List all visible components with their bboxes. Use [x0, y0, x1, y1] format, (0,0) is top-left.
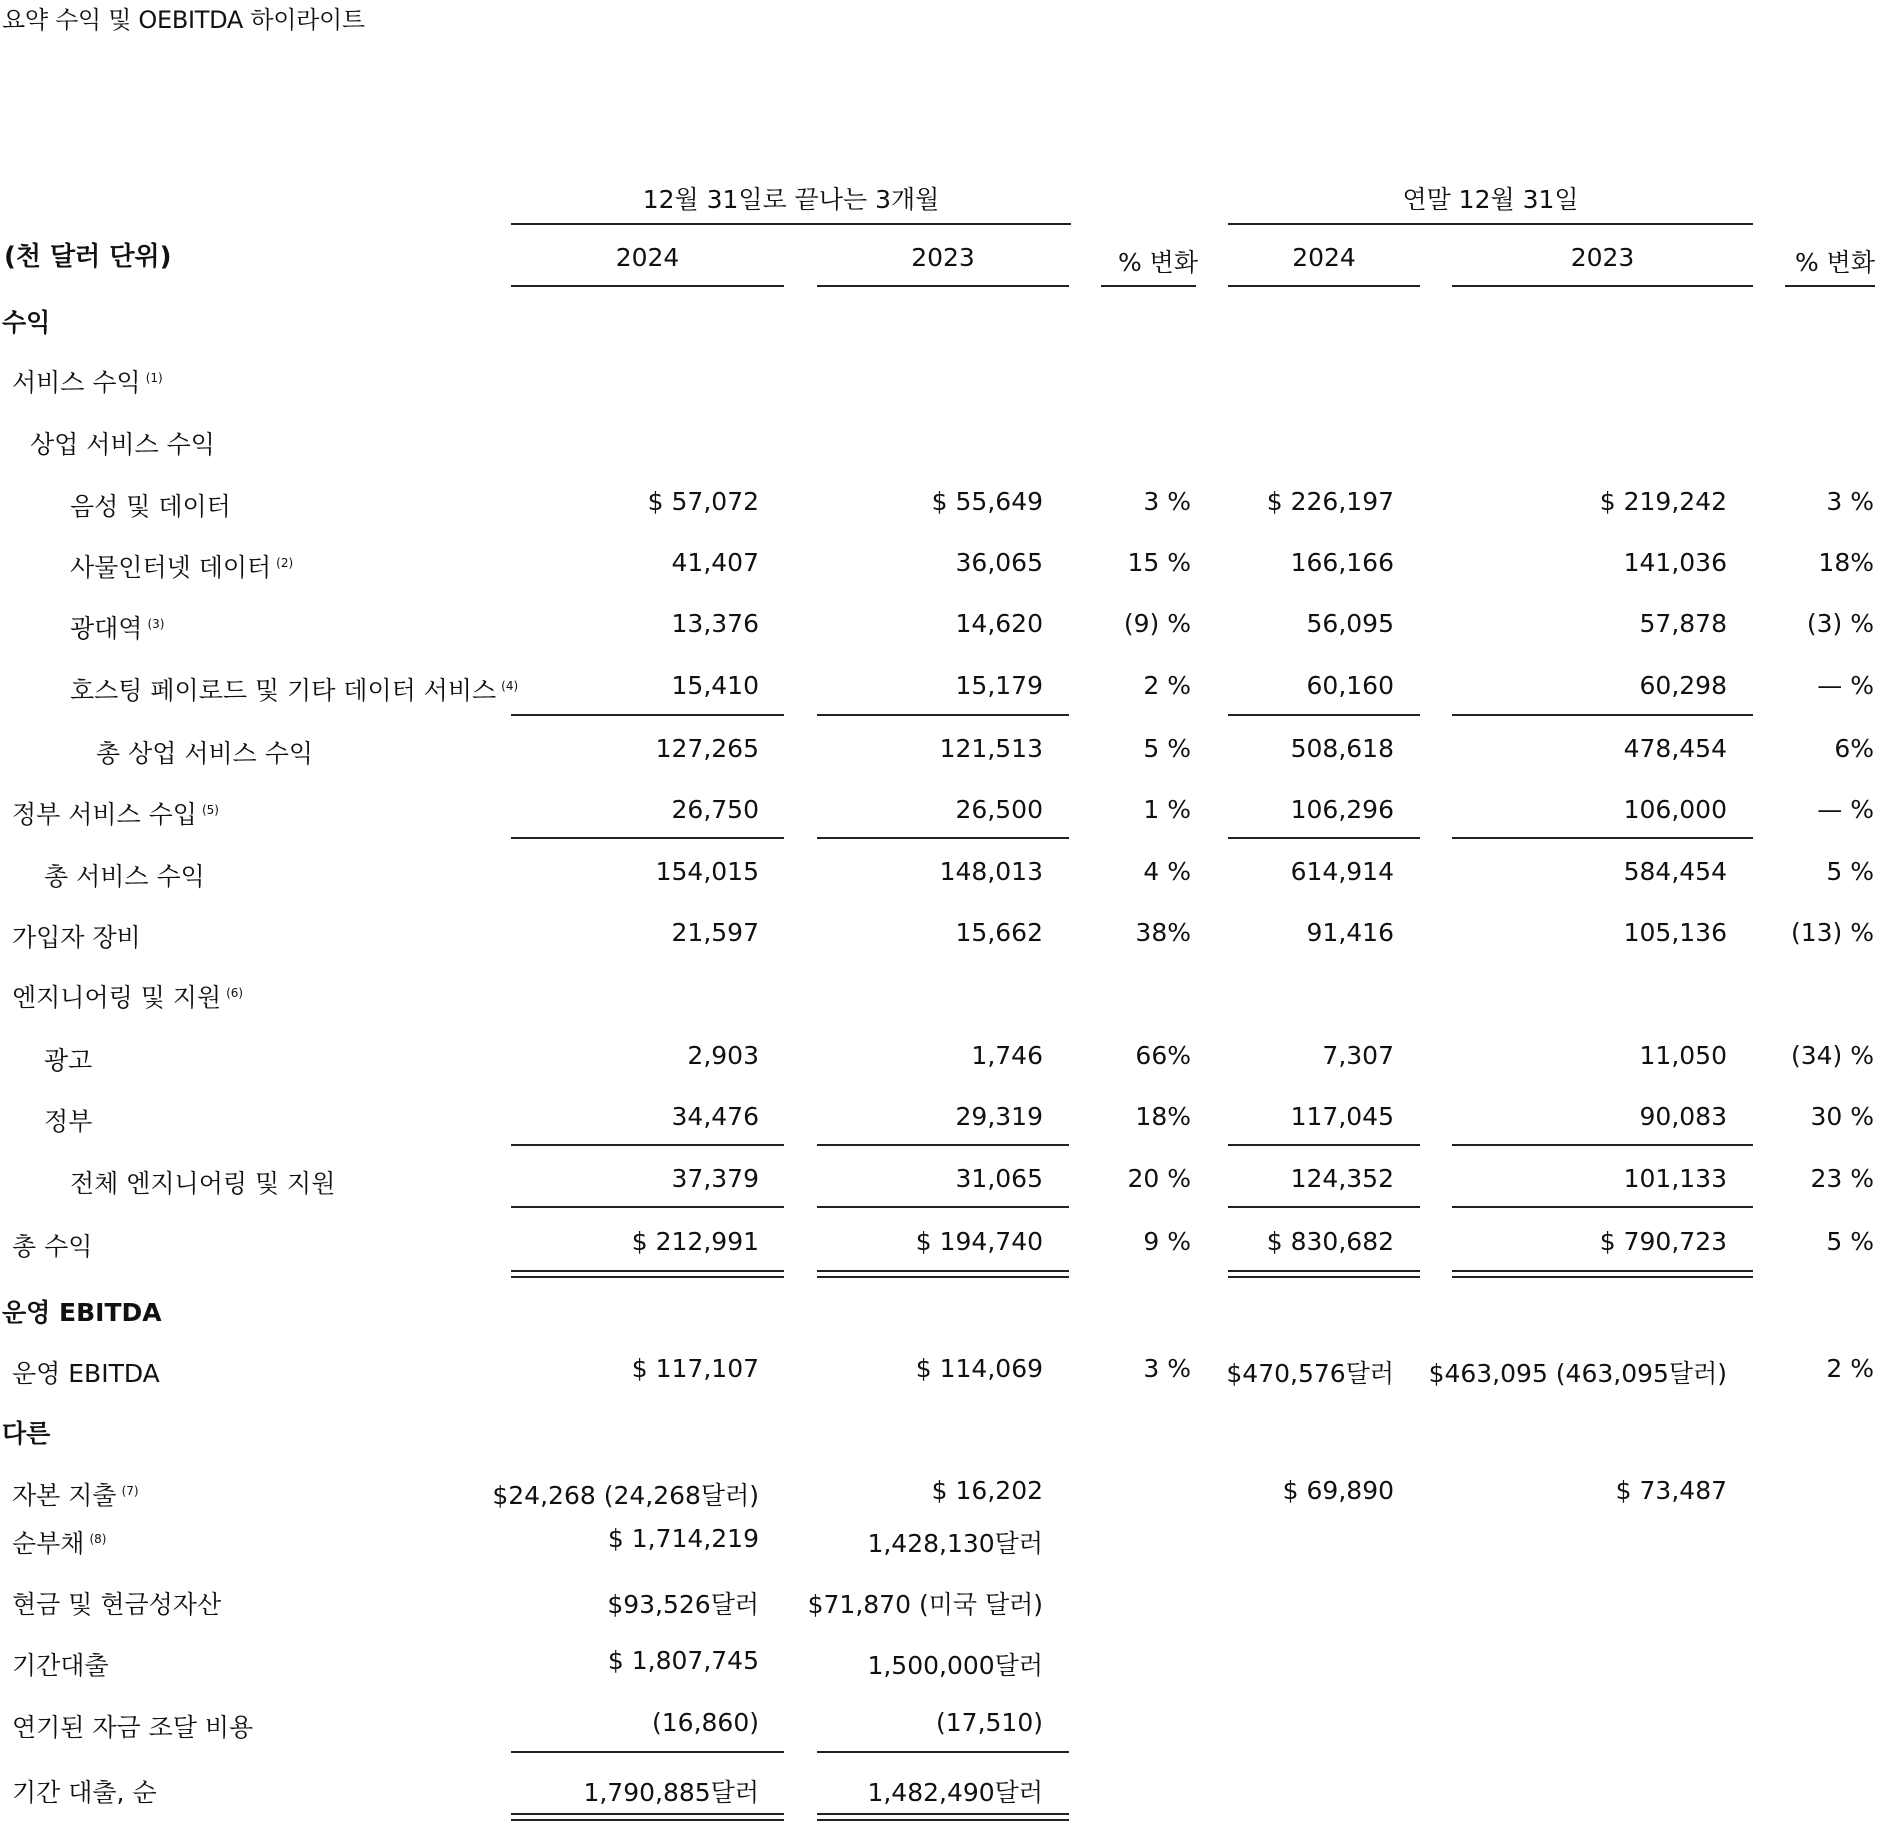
- table-cell: 9 %: [1143, 1227, 1191, 1256]
- row-label: [12, 795, 219, 831]
- table-cell: 91,416: [1306, 918, 1394, 947]
- table-cell: 1,482,490달러: [867, 1778, 1043, 1807]
- row-label-text: 정부: [44, 1107, 93, 1136]
- row-label-text: 운영 EBITDA: [2, 1298, 162, 1327]
- header-group-three-months: 12월 31일로 끝나는 3개월: [642, 185, 940, 214]
- table-cell: 38%: [1135, 918, 1191, 947]
- column-header: 2024: [615, 243, 680, 272]
- row-label: [12, 1585, 221, 1621]
- table-cell: 614,914: [1290, 857, 1394, 886]
- table-cell: — %: [1817, 671, 1874, 700]
- table-cell: $ 69,890: [1282, 1476, 1394, 1505]
- table-cell: 37,379: [671, 1164, 759, 1193]
- table-cell: 26,750: [671, 795, 759, 824]
- table-cell: 34,476: [671, 1102, 759, 1131]
- table-cell: $ 1,807,745: [607, 1646, 759, 1675]
- page-title: 요약 수익 및 OEBITDA 하이라이트: [2, 6, 365, 34]
- table-cell: 5 %: [1826, 857, 1874, 886]
- table-cell: 30 %: [1810, 1102, 1874, 1131]
- row-label-text: 순부채: [12, 1529, 85, 1558]
- table-cell: $71,870 (미국 달러): [807, 1590, 1043, 1619]
- row-label-text: 광고: [44, 1046, 93, 1075]
- table-cell: 18%: [1818, 548, 1874, 577]
- table-cell: 584,454: [1623, 857, 1727, 886]
- row-label: [70, 548, 293, 584]
- row-label-text: 엔지니어링 및 지원: [12, 983, 222, 1012]
- table-cell: 1 %: [1143, 795, 1191, 824]
- subtotal-rule: [511, 714, 784, 716]
- row-label: [70, 609, 164, 645]
- subtotal-rule: [817, 1206, 1069, 1208]
- table-cell: 117,045: [1290, 1102, 1394, 1131]
- table-cell: 1,790,885달러: [583, 1778, 759, 1807]
- row-label: [96, 734, 313, 770]
- subtotal-rule: [1452, 837, 1753, 839]
- table-cell: $ 790,723: [1599, 1227, 1727, 1256]
- column-header-rule: [1452, 285, 1753, 287]
- table-cell: 478,454: [1623, 734, 1727, 763]
- row-label: [2, 1414, 50, 1450]
- subtotal-rule: [817, 1751, 1069, 1753]
- table-cell: (34) %: [1790, 1041, 1874, 1070]
- table-cell: 7,307: [1322, 1041, 1394, 1070]
- row-label-text: 정부 서비스 수입: [12, 800, 197, 829]
- column-header: % 변화: [1794, 248, 1875, 277]
- subtotal-rule: [1452, 714, 1753, 716]
- table-cell: 60,160: [1306, 671, 1394, 700]
- table-cell: 90,083: [1639, 1102, 1727, 1131]
- row-label: [70, 487, 231, 523]
- table-cell: (9) %: [1123, 609, 1191, 638]
- row-label: [44, 1041, 92, 1077]
- header-group-rule: [511, 223, 1071, 225]
- table-cell: 3 %: [1143, 487, 1191, 516]
- table-cell: 66%: [1135, 1041, 1191, 1070]
- table-cell: 57,878: [1639, 609, 1727, 638]
- footnote-marker: (2): [276, 556, 294, 570]
- table-cell: $ 117,107: [631, 1354, 759, 1383]
- row-label-text: 가입자 장비: [12, 923, 141, 952]
- row-label-text: 총 상업 서비스 수익: [96, 739, 314, 768]
- subtotal-rule: [511, 837, 784, 839]
- table-cell: 154,015: [655, 857, 759, 886]
- row-label: [12, 1476, 139, 1512]
- row-label: [70, 671, 518, 707]
- table-cell: 15,410: [671, 671, 759, 700]
- table-cell: 41,407: [671, 548, 759, 577]
- row-label-text: 다른: [2, 1419, 51, 1448]
- total-double-rule: [817, 1270, 1069, 1278]
- table-cell: $93,526달러: [607, 1590, 759, 1619]
- row-label: [12, 1227, 92, 1263]
- row-label-text: 광대역: [70, 614, 143, 643]
- row-label: [44, 1102, 92, 1138]
- table-cell: 26,500: [955, 795, 1043, 824]
- table-cell: 56,095: [1306, 609, 1394, 638]
- table-cell: 124,352: [1290, 1164, 1394, 1193]
- row-label: [2, 1293, 162, 1329]
- total-double-rule: [817, 1813, 1069, 1821]
- column-header-rule: [817, 285, 1069, 287]
- table-cell: 5 %: [1143, 734, 1191, 763]
- row-label-text: 상업 서비스 수익: [30, 430, 215, 459]
- table-cell: 20 %: [1127, 1164, 1191, 1193]
- header-group-rule: [1228, 223, 1753, 225]
- row-label-text: 서비스 수익: [12, 368, 141, 397]
- table-cell: 6%: [1834, 734, 1874, 763]
- table-cell: 5 %: [1826, 1227, 1874, 1256]
- row-label-text: 호스팅 페이로드 및 기타 데이터 서비스: [70, 676, 497, 705]
- footnote-marker: (8): [89, 1532, 107, 1546]
- table-cell: $ 1,714,219: [607, 1524, 759, 1553]
- table-cell: $ 57,072: [647, 487, 759, 516]
- row-label: [12, 1646, 109, 1682]
- subtotal-rule: [1452, 1144, 1753, 1146]
- footnote-marker: (4): [501, 679, 519, 693]
- row-label: [12, 1354, 160, 1390]
- table-cell: $ 830,682: [1266, 1227, 1394, 1256]
- row-label: [12, 363, 163, 399]
- table-cell: 121,513: [939, 734, 1043, 763]
- subtotal-rule: [1228, 714, 1420, 716]
- table-cell: 2 %: [1826, 1354, 1874, 1383]
- table-cell: 166,166: [1290, 548, 1394, 577]
- table-cell: 1,500,000달러: [867, 1651, 1043, 1680]
- table-cell: 29,319: [955, 1102, 1043, 1131]
- row-label-text: 기간대출: [12, 1651, 109, 1680]
- table-cell: $ 226,197: [1266, 487, 1394, 516]
- column-header-rule: [511, 285, 784, 287]
- table-cell: $ 219,242: [1599, 487, 1727, 516]
- table-cell: 1,746: [971, 1041, 1043, 1070]
- table-cell: 2,903: [687, 1041, 759, 1070]
- table-cell: 36,065: [955, 548, 1043, 577]
- table-cell: (3) %: [1806, 609, 1874, 638]
- table-cell: 15 %: [1127, 548, 1191, 577]
- table-cell: 508,618: [1290, 734, 1394, 763]
- row-label-text: 운영 EBITDA: [12, 1359, 160, 1388]
- total-double-rule: [1228, 1270, 1420, 1278]
- table-cell: $24,268 (24,268달러): [492, 1481, 759, 1510]
- footnote-marker: (6): [226, 986, 244, 1000]
- table-cell: 127,265: [655, 734, 759, 763]
- footnote-marker: (7): [121, 1484, 139, 1498]
- table-cell: $463,095 (463,095달러): [1428, 1359, 1727, 1388]
- table-cell: 15,179: [955, 671, 1043, 700]
- row-label-text: 현금 및 현금성자산: [12, 1590, 222, 1619]
- table-cell: 3 %: [1143, 1354, 1191, 1383]
- column-header-rule: [1785, 285, 1875, 287]
- row-label-text: 사물인터넷 데이터: [70, 553, 272, 582]
- row-label: [12, 918, 141, 954]
- subtotal-rule: [511, 1206, 784, 1208]
- table-cell: 15,662: [955, 918, 1043, 947]
- row-label: [2, 303, 50, 339]
- table-cell: 4 %: [1143, 857, 1191, 886]
- row-label: [44, 857, 205, 893]
- row-label-text: 전체 엔지니어링 및 지원: [70, 1169, 336, 1198]
- column-header: 2023: [1570, 243, 1635, 272]
- column-header: 2023: [911, 243, 975, 272]
- subtotal-rule: [1228, 837, 1420, 839]
- row-label-text: 수익: [2, 308, 51, 337]
- header-group-year-ended: 연말 12월 31일: [1402, 185, 1579, 214]
- subtotal-rule: [1228, 1144, 1420, 1146]
- table-cell: $ 212,991: [631, 1227, 759, 1256]
- column-header: % 변화: [1117, 248, 1198, 277]
- table-cell: 101,133: [1623, 1164, 1727, 1193]
- footnote-marker: (3): [147, 617, 165, 631]
- table-cell: 14,620: [955, 609, 1043, 638]
- subtotal-rule: [511, 1144, 784, 1146]
- column-header-rule: [1101, 285, 1196, 287]
- table-cell: 2 %: [1143, 671, 1191, 700]
- table-cell: 31,065: [955, 1164, 1043, 1193]
- table-cell: $470,576달러: [1226, 1359, 1394, 1388]
- row-label-text: 총 서비스 수익: [44, 862, 205, 891]
- table-cell: (17,510): [936, 1708, 1043, 1737]
- table-cell: — %: [1817, 795, 1874, 824]
- row-label: [12, 1773, 157, 1809]
- table-cell: 1,428,130달러: [867, 1529, 1043, 1558]
- row-label-text: 총 수익: [12, 1232, 93, 1261]
- table-cell: 23 %: [1810, 1164, 1874, 1193]
- column-header-rule: [1228, 285, 1420, 287]
- row-label-text: 음성 및 데이터: [70, 492, 231, 521]
- row-label: [30, 425, 215, 461]
- row-label: [12, 978, 243, 1014]
- table-cell: $ 16,202: [931, 1476, 1043, 1505]
- table-cell: 3 %: [1826, 487, 1874, 516]
- table-cell: (16,860): [652, 1708, 759, 1737]
- table-cell: $ 55,649: [931, 487, 1043, 516]
- table-cell: 18%: [1135, 1102, 1191, 1131]
- table-cell: 148,013: [939, 857, 1043, 886]
- row-label: [12, 1708, 253, 1744]
- table-cell: 13,376: [671, 609, 759, 638]
- subtotal-rule: [1452, 1206, 1753, 1208]
- row-label: [12, 1524, 106, 1560]
- total-double-rule: [511, 1813, 784, 1821]
- table-cell: 106,000: [1623, 795, 1727, 824]
- table-cell: 105,136: [1623, 918, 1727, 947]
- total-double-rule: [1452, 1270, 1753, 1278]
- column-header: 2024: [1292, 243, 1356, 272]
- subtotal-rule: [817, 837, 1069, 839]
- table-cell: $ 194,740: [915, 1227, 1043, 1256]
- table-cell: 141,036: [1623, 548, 1727, 577]
- units-label: (천 달러 단위): [4, 242, 172, 272]
- table-cell: 60,298: [1639, 671, 1727, 700]
- table-cell: $ 114,069: [915, 1354, 1043, 1383]
- row-label-text: 기간 대출, 순: [12, 1778, 157, 1807]
- subtotal-rule: [1228, 1206, 1420, 1208]
- footnote-marker: (5): [201, 803, 219, 817]
- row-label-text: 자본 지출: [12, 1481, 117, 1510]
- table-cell: 106,296: [1290, 795, 1394, 824]
- total-double-rule: [511, 1270, 784, 1278]
- footnote-marker: (1): [145, 371, 163, 385]
- table-cell: $ 73,487: [1615, 1476, 1727, 1505]
- row-label: [70, 1164, 335, 1200]
- table-cell: (13) %: [1790, 918, 1874, 947]
- subtotal-rule: [817, 1144, 1069, 1146]
- subtotal-rule: [511, 1751, 784, 1753]
- row-label-text: 연기된 자금 조달 비용: [12, 1713, 254, 1742]
- table-cell: 11,050: [1639, 1041, 1727, 1070]
- subtotal-rule: [817, 714, 1069, 716]
- table-cell: 21,597: [671, 918, 759, 947]
